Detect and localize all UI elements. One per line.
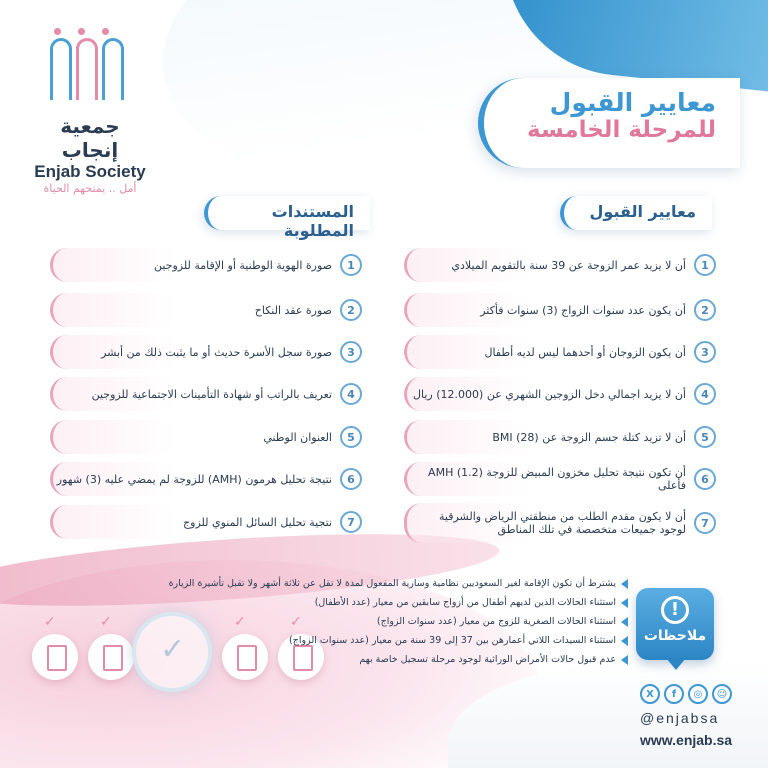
- title-line1: معايير القبول: [549, 88, 716, 117]
- document-row-3: [50, 335, 364, 369]
- social-handle[interactable]: @enjabsa: [640, 710, 720, 726]
- row-number: 3: [694, 341, 716, 363]
- note-text: عدم قبول حالات الأمراض الوراثية لوجود مرحلة تسجيل خاصة بهم: [359, 654, 616, 665]
- notes-badge: [636, 588, 714, 660]
- row-number: 4: [694, 383, 716, 405]
- logo-mark-icon: [50, 28, 130, 108]
- x-icon[interactable]: X: [640, 684, 660, 704]
- row-number: 2: [340, 299, 362, 321]
- document-row-1: [50, 248, 364, 282]
- row-text: أن يكون الزوجان أو أحدهما ليس لديه أطفال: [484, 345, 686, 359]
- documents-heading: المستندات المطلوبة: [204, 196, 370, 230]
- document-icon: [88, 634, 134, 680]
- triangle-bullet-icon: [621, 617, 628, 627]
- row-text: أن لا يزيد عمر الزوجة عن 39 سنة بالتقويم الميلادي: [451, 258, 686, 272]
- criteria-row-7: [404, 503, 718, 543]
- note-item: [140, 612, 628, 631]
- triangle-bullet-icon: [621, 598, 628, 608]
- row-text: أن تكون نتيجة تحليل مخزون المبيض للزوجة AMH (1.2) فأعلى: [428, 466, 686, 492]
- check-icon: ✓: [44, 614, 56, 630]
- notes-list: [140, 574, 628, 669]
- row-text: أن لا يكون مقدم الطلب من منطقتي الرياض والشرقية لوجود جميعات متخصصة في تلك المناطق: [438, 510, 686, 536]
- check-icon: ✓: [234, 614, 246, 630]
- row-number: 1: [694, 254, 716, 276]
- instagram-icon[interactable]: ◎: [688, 684, 708, 704]
- note-item: [140, 593, 628, 612]
- row-text: نتيجة تحليل هرمون (AMH) للزوجة لم يمضي عليه (3) شهور: [56, 472, 332, 486]
- website-link[interactable]: www.enjab.sa: [640, 732, 733, 748]
- facebook-icon[interactable]: f: [664, 684, 684, 704]
- exclamation-icon: !: [661, 596, 689, 624]
- logo-tagline: أمل .. يمنحهم الحياة: [43, 182, 137, 195]
- triangle-bullet-icon: [621, 579, 628, 589]
- document-row-2: [50, 293, 364, 327]
- note-text: يشترط أن تكون الإقامة لغير السعوديين نظامية وسارية المفعول لمدة لا تقل عن ثلاثة أشهر ولا تقبل تأشيرة الزيارة: [168, 578, 616, 589]
- document-row-4: [50, 377, 364, 411]
- row-number: 7: [340, 511, 362, 533]
- document-row-7: [50, 505, 364, 539]
- notes-label: ملاحظات: [643, 628, 707, 644]
- row-number: 4: [340, 383, 362, 405]
- note-item: [140, 631, 628, 650]
- logo-name-en: Enjab Society: [34, 162, 146, 181]
- document-row-6: [50, 462, 364, 496]
- row-number: 1: [340, 254, 362, 276]
- document-row-5: [50, 420, 364, 454]
- row-number: 6: [340, 468, 362, 490]
- note-item: [140, 574, 628, 593]
- criteria-row-1: [404, 248, 718, 282]
- check-icon: ✓: [290, 614, 302, 630]
- document-icon: [32, 634, 78, 680]
- row-text: نتجية تحليل السائل المنوي للزوج: [183, 515, 332, 529]
- triangle-bullet-icon: [621, 636, 628, 646]
- criteria-row-4: [404, 377, 718, 411]
- row-number: 3: [340, 341, 362, 363]
- row-number: 6: [694, 468, 716, 490]
- row-text: صورة عقد النكاح: [254, 303, 332, 317]
- criteria-row-3: [404, 335, 718, 369]
- note-item: [140, 650, 628, 669]
- row-number: 7: [694, 512, 716, 534]
- row-text: العنوان الوطني: [263, 430, 332, 444]
- snapchat-icon[interactable]: ☺: [712, 684, 732, 704]
- criteria-row-5: [404, 420, 718, 454]
- criteria-heading: معايير القبول: [560, 196, 712, 230]
- note-text: استثناء السيدات اللاتي أعمارهن بين 37 إلى 39 سنة من معيار (عدد سنوات الزواج): [289, 635, 616, 646]
- row-number: 5: [340, 426, 362, 448]
- row-text: أن يكون عدد سنوات الزواج (3) سنوات فأكثر: [480, 303, 686, 317]
- criteria-row-2: [404, 293, 718, 327]
- note-text: استثناء الحالات الذين لديهم أطفال من أزواج سابقين من معيار (عدد الأطفال): [314, 597, 616, 608]
- row-text: صورة الهوية الوطنية أو الإقامة للزوجين: [153, 258, 332, 272]
- social-links: [640, 684, 732, 704]
- row-text: أن لا يزيد اجمالي دخل الزوجين الشهري عن (12.000) ريال: [413, 387, 686, 401]
- row-number: 2: [694, 299, 716, 321]
- criteria-row-6: [404, 462, 718, 496]
- row-number: 5: [694, 426, 716, 448]
- main-title: [478, 78, 740, 168]
- row-text: صورة سجل الأسرة حديث أو ما يثبت ذلك من أبشر: [101, 345, 332, 359]
- row-text: تعريف بالراتب أو شهادة التأمينات الاجتماعية للزوجين: [91, 387, 332, 401]
- logo-name-ar: جمعية إنجاب: [60, 114, 120, 162]
- logo: [30, 28, 150, 195]
- check-icon: ✓: [100, 614, 112, 630]
- title-line2: للمرحلة الخامسة: [527, 117, 716, 143]
- triangle-bullet-icon: [621, 655, 628, 665]
- row-text: أن لا تزيد كتلة جسم الزوجة عن (28) BMI: [492, 430, 686, 444]
- note-text: استثناء الحالات الصغرية للزوج من معيار (عدد سنوات الزواج): [376, 616, 616, 627]
